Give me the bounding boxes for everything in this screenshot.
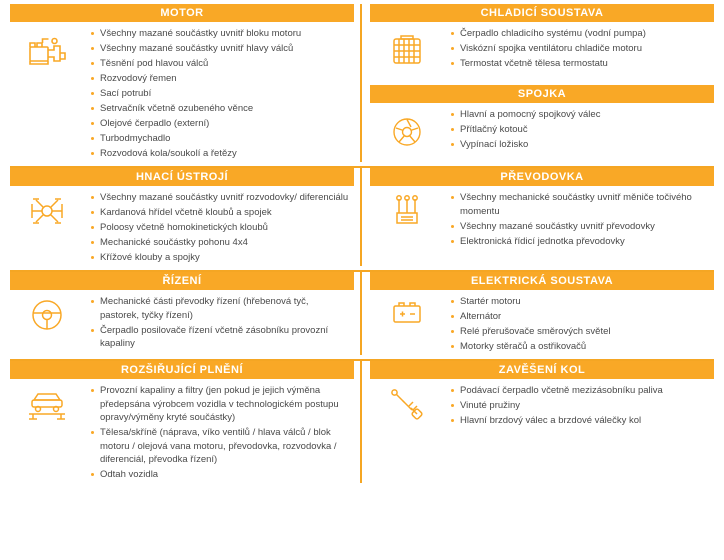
gearbox-icon — [387, 191, 427, 231]
band-row-1 — [10, 4, 714, 162]
steering-wheel-icon — [27, 295, 67, 335]
section-body-zaveseni-kol — [370, 379, 714, 483]
section-rizeni — [10, 272, 354, 355]
list-item: Viskózní spojka ventilátoru chladiče motoru — [450, 42, 710, 56]
band-row-4 — [10, 361, 714, 483]
list-item: Hlavní a pomocný spojkový válec — [450, 108, 710, 122]
list-item: Startér motoru — [450, 295, 710, 309]
column-right-3 — [362, 272, 714, 355]
list-item: Rozvodová kola/soukolí a řetězy — [90, 147, 350, 161]
section-body-rizeni — [10, 290, 354, 355]
right-stack-1 — [370, 4, 714, 162]
column-left-3 — [10, 272, 362, 355]
column-left-1 — [10, 4, 362, 162]
icon-cell-elektricka-soustava — [370, 295, 444, 331]
section-title-motor: MOTOR — [10, 4, 354, 22]
column-right-1 — [362, 4, 714, 162]
list-item: Tělesa/skříně (náprava, víko ventilů / hlava válců / blok motoru / olejová vana motoru, převodovka, rozvodovka / diferenciál, převodka řízení) — [90, 426, 350, 467]
section-items-rizeni — [84, 295, 354, 352]
list-item: Všechny mazané součástky uvnitř rozvodovky/ diferenciálu — [90, 191, 350, 205]
icon-cell-rizeni — [10, 295, 84, 335]
section-body-elektricka-soustava — [370, 290, 714, 355]
section-title-zaveseni-kol: ZAVĚŠENÍ KOL — [370, 361, 714, 379]
section-motor — [10, 4, 354, 162]
icon-cell-spojka — [370, 108, 444, 150]
axle-icon — [24, 191, 70, 231]
section-body-hnaci-ustroji — [10, 186, 354, 266]
section-body-rozsirujici-plneni — [10, 379, 354, 483]
list-item: Podávací čerpadlo včetně mezizásobníku paliva — [450, 384, 710, 398]
section-elektricka-soustava — [370, 272, 714, 355]
section-items-rozsirujici-plneni — [84, 384, 354, 483]
list-item: Sací potrubí — [90, 87, 350, 101]
shock-absorber-icon — [387, 384, 427, 424]
list-item: Turbodmychadlo — [90, 132, 350, 146]
list-item: Mechanické části převodky řízení (hřebenová tyč, pastorek, tyčky řízení) — [90, 295, 350, 322]
list-item: Vypínací ložisko — [450, 138, 710, 152]
section-zaveseni-kol — [370, 361, 714, 483]
car-lift-icon — [24, 384, 70, 424]
list-item: Motorky stěračů a ostřikovačů — [450, 340, 710, 354]
list-item: Elektronická řídicí jednotka převodovky — [450, 235, 710, 249]
band-row-3 — [10, 272, 714, 355]
band-row-2 — [10, 168, 714, 266]
section-title-elektricka-soustava: ELEKTRICKÁ SOUSTAVA — [370, 272, 714, 290]
section-body-chladici-soustava — [370, 22, 714, 81]
list-item: Vinuté pružiny — [450, 399, 710, 413]
list-item: Všechny mazané součástky uvnitř hlavy válců — [90, 42, 350, 56]
section-title-prevodovka: PŘEVODOVKA — [370, 168, 714, 186]
list-item: Odtah vozidla — [90, 468, 350, 482]
list-item: Přítlačný kotouč — [450, 123, 710, 137]
list-item: Čerpadlo posilovače řízení včetně zásobníku provozní kapaliny — [90, 324, 350, 351]
list-item: Olejové čerpadlo (externí) — [90, 117, 350, 131]
section-spojka — [370, 85, 714, 162]
list-item: Křížové klouby a spojky — [90, 251, 350, 265]
section-title-hnaci-ustroji: HNACÍ ÚSTROJÍ — [10, 168, 354, 186]
list-item: Mechanické součástky pohonu 4x4 — [90, 236, 350, 250]
list-item: Provozní kapaliny a filtry (jen pokud je jejich výměna předepsána výrobcem vozidla v technologickém postupu opravy/výměny kryté součástky) — [90, 384, 350, 425]
section-title-spojka: SPOJKA — [370, 85, 714, 103]
list-item: Rozvodový řemen — [90, 72, 350, 86]
section-prevodovka — [370, 168, 714, 266]
list-item: Setrvačník včetně ozubeného věnce — [90, 102, 350, 116]
engine-icon — [24, 33, 70, 71]
list-item: Těsnění pod hlavou válců — [90, 57, 350, 71]
icon-cell-motor — [10, 27, 84, 71]
section-body-prevodovka — [370, 186, 714, 266]
column-left-4 — [10, 361, 362, 483]
list-item: Poloosy včetně homokinetických kloubů — [90, 221, 350, 235]
section-items-zaveseni-kol — [444, 384, 714, 429]
icon-cell-prevodovka — [370, 191, 444, 231]
list-item: Hlavní brzdový válec a brzdové válečky kol — [450, 414, 710, 428]
list-item: Čerpadlo chladicího systému (vodní pumpa) — [450, 27, 710, 41]
section-hnaci-ustroji — [10, 168, 354, 266]
section-items-chladici-soustava — [444, 27, 714, 72]
list-item: Relé přerušovače směrových světel — [450, 325, 710, 339]
radiator-icon — [387, 33, 427, 69]
icon-cell-rozsirujici-plneni — [10, 384, 84, 424]
section-body-motor — [10, 22, 354, 162]
list-item: Všechny mazané součástky uvnitř převodovky — [450, 220, 710, 234]
section-title-rozsirujici-plneni: ROZŠIŘUJÍCÍ PLNĚNÍ — [10, 361, 354, 379]
section-items-spojka — [444, 108, 714, 153]
column-right-2 — [362, 168, 714, 266]
section-items-elektricka-soustava — [444, 295, 714, 355]
list-item: Všechny mazané součástky uvnitř bloku motoru — [90, 27, 350, 41]
icon-cell-chladici-soustava — [370, 27, 444, 69]
section-title-rizeni: ŘÍZENÍ — [10, 272, 354, 290]
clutch-icon — [387, 114, 427, 150]
battery-icon — [387, 295, 427, 331]
section-items-motor — [84, 27, 354, 162]
column-left-2 — [10, 168, 362, 266]
list-item: Všechny mechanické součástky uvnitř měniče točivého momentu — [450, 191, 710, 218]
section-chladici-soustava — [370, 4, 714, 81]
icon-cell-zaveseni-kol — [370, 384, 444, 424]
section-body-spojka — [370, 103, 714, 162]
list-item: Kardanová hřídel včetně kloubů a spojek — [90, 206, 350, 220]
icon-cell-hnaci-ustroji — [10, 191, 84, 231]
list-item: Termostat včetně tělesa termostatu — [450, 57, 710, 71]
column-right-4 — [362, 361, 714, 483]
sections-grid — [10, 4, 714, 483]
section-items-hnaci-ustroji — [84, 191, 354, 266]
list-item: Alternátor — [450, 310, 710, 324]
section-rozsirujici-plneni — [10, 361, 354, 483]
section-items-prevodovka — [444, 191, 714, 250]
section-title-chladici-soustava: CHLADICÍ SOUSTAVA — [370, 4, 714, 22]
